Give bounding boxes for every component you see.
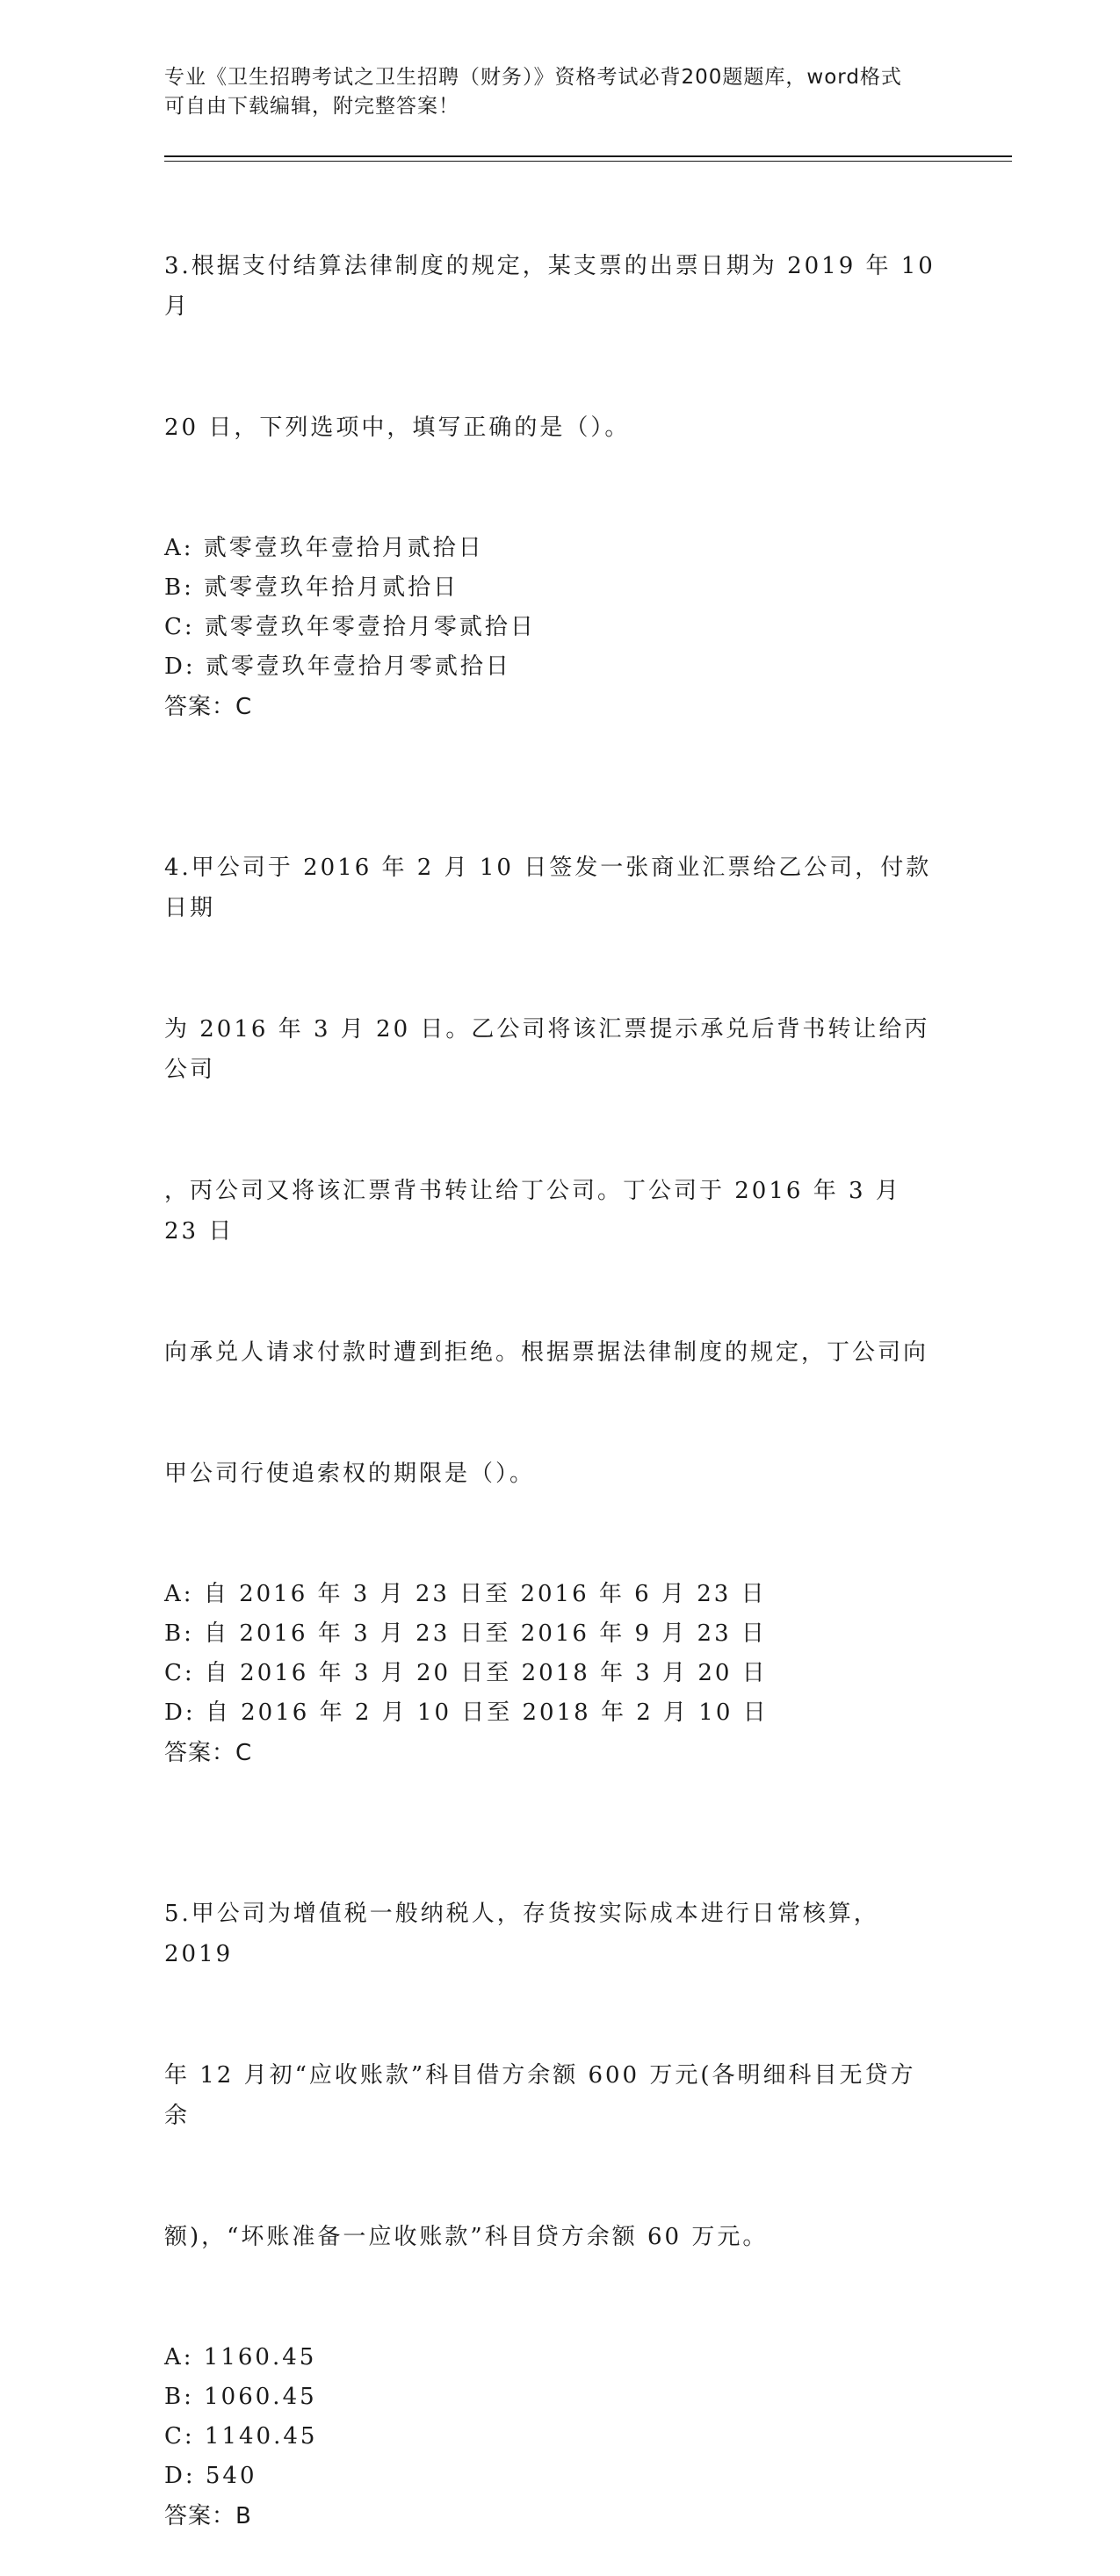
document-header	[164, 63, 937, 121]
stem-line: 向承兑人请求付款时遭到拒绝。根据票据法律制度的规定，丁公司向	[164, 1339, 929, 1366]
question-3	[164, 165, 946, 727]
question-list	[164, 165, 946, 2576]
header-line-1: 专业《卫生招聘考试之卫生招聘（财务）》资格考试必背200题题库，word格式	[164, 66, 902, 89]
option-c: C: 1140.45	[164, 2423, 318, 2450]
answer: 答案：B	[164, 2503, 252, 2529]
header-line-2: 可自由下载编辑，附完整答案！	[164, 95, 459, 118]
question-stem	[164, 767, 937, 1575]
option-b: B: 1060.45	[164, 2384, 317, 2410]
option-b: B: 自 2016 年 3 月 23 日至 2016 年 9 月 23 日	[164, 1620, 767, 1647]
stem-line: 额)，“坏账准备一应收账款”科目贷方余额 60 万元。	[164, 2224, 769, 2250]
stem-line: 4.甲公司于 2016 年 2 月 10 日签发一张商业汇票给乙公司，付款日期	[164, 855, 932, 921]
answer: 答案：C	[164, 694, 253, 720]
header-divider-thick	[164, 155, 1012, 157]
option-b: B: 贰零壹玖年拾月贰拾日	[164, 574, 459, 601]
option-d: D: 贰零壹玖年壹拾月零贰拾日	[164, 653, 511, 680]
stem-line: 3.根据支付结算法律制度的规定，某支票的出票日期为 2019 年 10 月	[164, 253, 946, 320]
option-c: C: 贰零壹玖年零壹拾月零贰拾日	[164, 614, 536, 640]
stem-line: 20 日，下列选项中，填写正确的是（）。	[164, 415, 631, 441]
option-d: D: 540	[164, 2463, 257, 2489]
stem-line: 为 2016 年 3 月 20 日。乙公司将该汇票提示承兑后背书转让给丙公司	[164, 1016, 930, 1083]
answer: 答案：C	[164, 1740, 253, 1766]
header-divider-thin	[164, 161, 1012, 162]
question-4	[164, 767, 937, 1773]
stem-line: 甲公司行使追索权的期限是（）。	[164, 1461, 536, 1487]
option-d: D: 自 2016 年 2 月 10 日至 2018 年 2 月 10 日	[164, 1699, 769, 1726]
question-5	[164, 1813, 937, 2536]
question-stem	[164, 1813, 937, 2338]
stem-line: 5.甲公司为增值税一般纳税人，存货按实际成本进行日常核算，2019	[164, 1901, 879, 1967]
option-a: A: 贰零壹玖年壹拾月贰拾日	[164, 535, 484, 561]
option-c: C: 自 2016 年 3 月 20 日至 2018 年 3 月 20 日	[164, 1660, 768, 1686]
stem-line: 年 12 月初“应收账款”科目借方余额 600 万元(各明细科目无贷方余	[164, 2062, 916, 2129]
stem-line: ，丙公司又将该汇票背书转让给丁公司。丁公司于 2016 年 3 月 23 日	[164, 1178, 912, 1245]
option-a: A: 自 2016 年 3 月 23 日至 2016 年 6 月 23 日	[164, 1581, 767, 1607]
option-a: A: 1160.45	[164, 2344, 317, 2370]
question-stem	[164, 165, 946, 529]
